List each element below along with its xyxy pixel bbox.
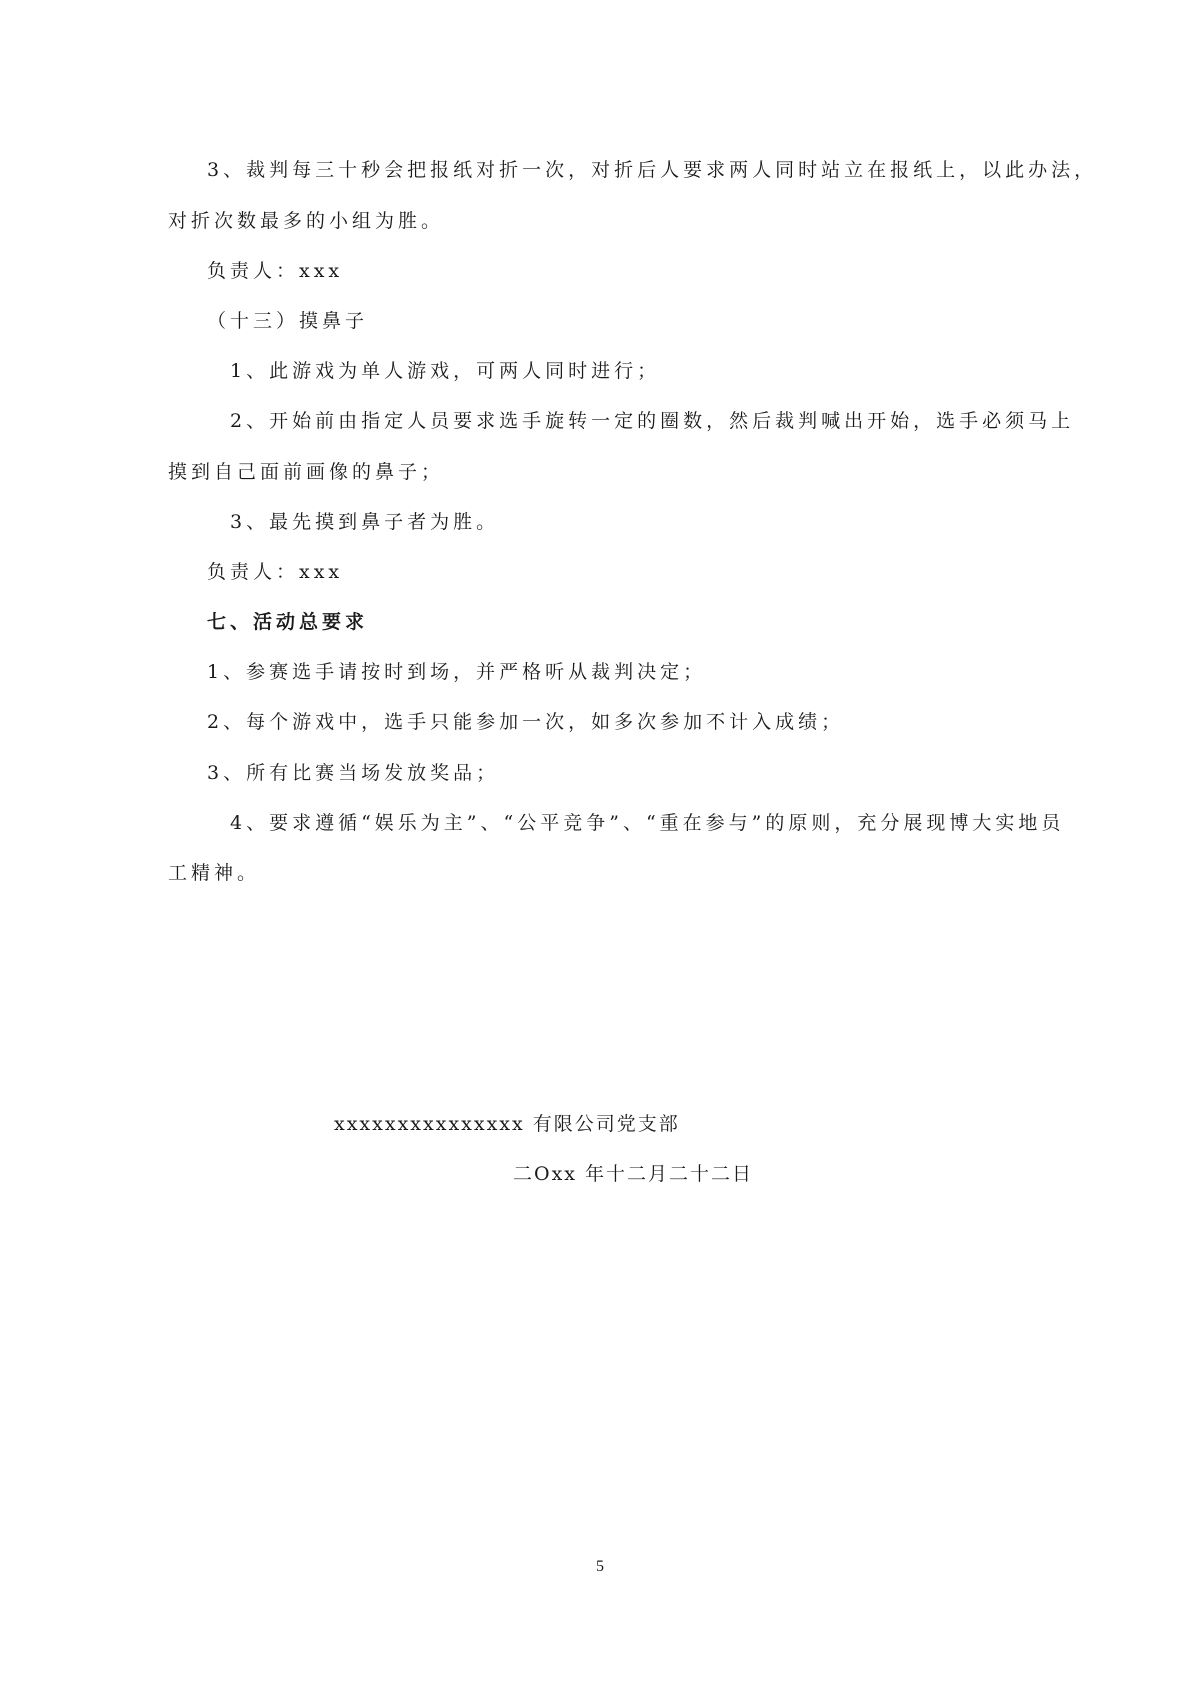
section-title: （十三）摸鼻子 [207, 310, 369, 332]
requirement-3: 3、所有比赛当场发放奖品； [207, 762, 500, 784]
rule3-line2: 对折次数最多的小组为胜。 [168, 210, 445, 232]
page-number: 5 [596, 1558, 604, 1575]
owner-label: 负责人：xxx [207, 561, 344, 583]
requirement-4-line2: 工精神。 [168, 862, 261, 884]
nose-rule-2-line2: 摸到自己面前画像的鼻子； [168, 461, 445, 483]
nose-rule-3: 3、最先摸到鼻子者为胜。 [230, 511, 500, 533]
requirement-1: 1、参赛选手请按时到场，并严格听从裁判决定； [207, 661, 707, 683]
nose-rule-2-line1: 2、开始前由指定人员要求选手旋转一定的圈数，然后裁判喊出开始，选手必须马上 [230, 410, 1075, 432]
requirement-4-line1: 4、要求遵循“娱乐为主”、“公平竞争”、“重在参与”的原则，充分展现博大实地员 [230, 812, 1065, 834]
section-heading: 七、活动总要求 [207, 611, 369, 633]
rule3-line1: 3、裁判每三十秒会把报纸对折一次，对折后人要求两人同时站立在报纸上，以此办法， [207, 159, 1098, 181]
signature-organization: xxxxxxxxxxxxxxx 有限公司党支部 [334, 1113, 680, 1135]
owner-label: 负责人：xxx [207, 260, 344, 282]
nose-rule-1: 1、此游戏为单人游戏，可两人同时进行； [230, 360, 661, 382]
requirement-2: 2、每个游戏中，选手只能参加一次，如多次参加不计入成绩； [207, 711, 845, 733]
signature-date: 二Oxx 年十二月二十二日 [513, 1163, 754, 1185]
